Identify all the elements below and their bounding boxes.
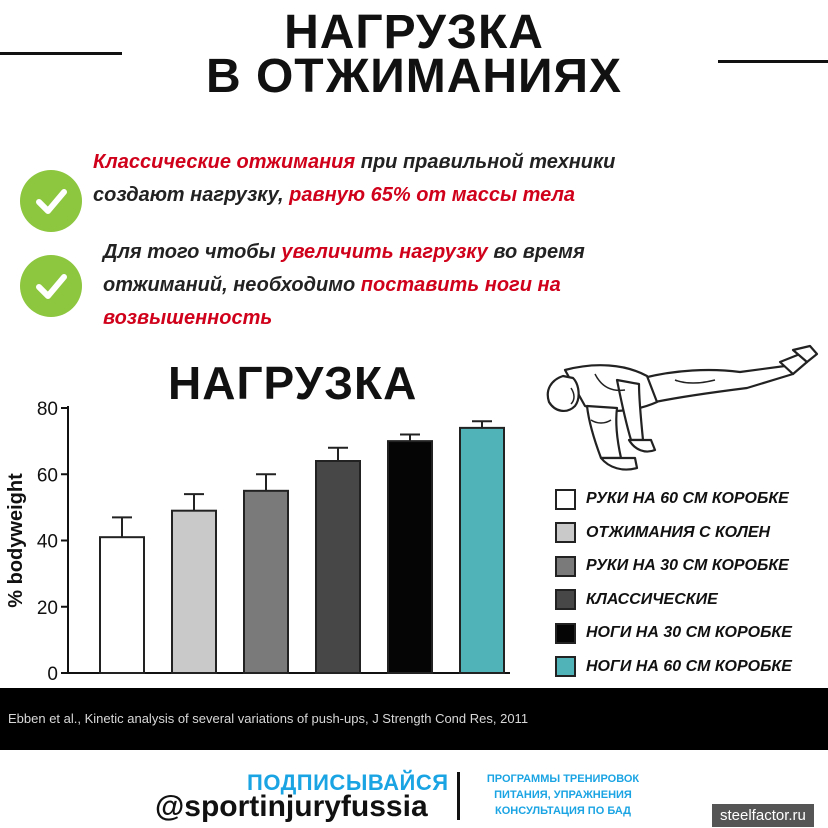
y-tick-label-1: 20 bbox=[36, 597, 58, 619]
y-tick-label-3: 60 bbox=[36, 465, 58, 487]
chart-heading: НАГРУЗКА bbox=[168, 357, 418, 409]
legend-swatch bbox=[555, 589, 576, 610]
watermark: steelfactor.ru bbox=[712, 804, 814, 827]
bar-chart bbox=[0, 395, 530, 688]
page-title-line1: НАГРУЗКА bbox=[284, 6, 544, 59]
legend-swatch bbox=[555, 522, 576, 543]
bar-2 bbox=[244, 491, 288, 673]
bar-5 bbox=[460, 428, 504, 673]
bullet-text-2 bbox=[103, 236, 663, 335]
services-note bbox=[468, 771, 658, 819]
legend-swatch bbox=[555, 623, 576, 644]
y-tick-label-0: 0 bbox=[47, 664, 58, 685]
pushup-figure-illustration bbox=[525, 340, 825, 480]
legend-label: НОГИ НА 60 СМ КОРОБКЕ bbox=[586, 657, 792, 675]
legend-item bbox=[555, 620, 825, 646]
legend-item bbox=[555, 486, 825, 512]
bullet-2-part-4: поставить ноги на возвышенность bbox=[103, 274, 561, 329]
check-icon bbox=[20, 170, 82, 232]
legend-label: ОТЖИМАНИЯ С КОЛЕН bbox=[586, 523, 771, 541]
bullet-1-part-1: Классические отжимания bbox=[93, 151, 356, 173]
legend-item bbox=[555, 654, 825, 680]
subscribe-cta: ПОДПИСЫВАЙСЯ bbox=[247, 770, 449, 795]
footer-divider bbox=[457, 772, 460, 820]
check-icon bbox=[20, 255, 82, 317]
bullet-2-part-2: увеличить нагрузку bbox=[281, 241, 488, 263]
instagram-handle[interactable]: @sportinjuryfussia bbox=[155, 790, 428, 823]
services-note-line-3: КОНСУЛЬТАЦИЯ ПО БАД bbox=[494, 805, 632, 817]
bar-3 bbox=[316, 461, 360, 673]
legend-label: НОГИ НА 30 СМ КОРОБКЕ bbox=[586, 624, 792, 641]
page-title-line2: В ОТЖИМАНИЯХ bbox=[205, 50, 623, 103]
legend-item bbox=[555, 520, 825, 546]
legend-swatch bbox=[555, 556, 576, 577]
legend-item bbox=[555, 587, 825, 613]
y-tick-label-2: 40 bbox=[36, 531, 58, 553]
legend-label: РУКИ НА 30 СМ КОРОБКЕ bbox=[586, 557, 789, 574]
y-axis-label: % bodyweight bbox=[5, 473, 27, 608]
legend-item bbox=[555, 553, 825, 579]
legend-swatch bbox=[555, 656, 576, 677]
bullet-1-part-3: равную 65% от массы тела bbox=[289, 184, 576, 206]
bar-0 bbox=[100, 537, 144, 673]
legend-label: КЛАССИЧЕСКИЕ bbox=[586, 590, 718, 608]
bar-1 bbox=[172, 511, 216, 673]
bullet-2-part-3: во время отжиманий, необходимо bbox=[103, 241, 585, 296]
bullet-text-1 bbox=[93, 146, 693, 212]
legend-swatch bbox=[555, 489, 576, 510]
citation-text: Ebben et al., Kinetic analysis of several variations of push-ups, J Strength Cond Res, 2011 bbox=[8, 711, 529, 726]
y-tick-label-4: 80 bbox=[36, 399, 58, 420]
services-note-line-1: ПРОГРАММЫ ТРЕНИРОВОК bbox=[486, 773, 640, 785]
services-note-line-2: ПИТАНИЯ, УПРАЖНЕНИЯ bbox=[494, 789, 632, 801]
chart-legend bbox=[555, 486, 825, 687]
bullet-1-part-2: при правильной техники создают нагрузку, bbox=[93, 151, 616, 206]
bullet-2-part-1: Для того чтобы bbox=[103, 241, 282, 263]
legend-label: РУКИ НА 60 СМ КОРОБКЕ bbox=[586, 490, 789, 507]
bar-4 bbox=[388, 441, 432, 673]
